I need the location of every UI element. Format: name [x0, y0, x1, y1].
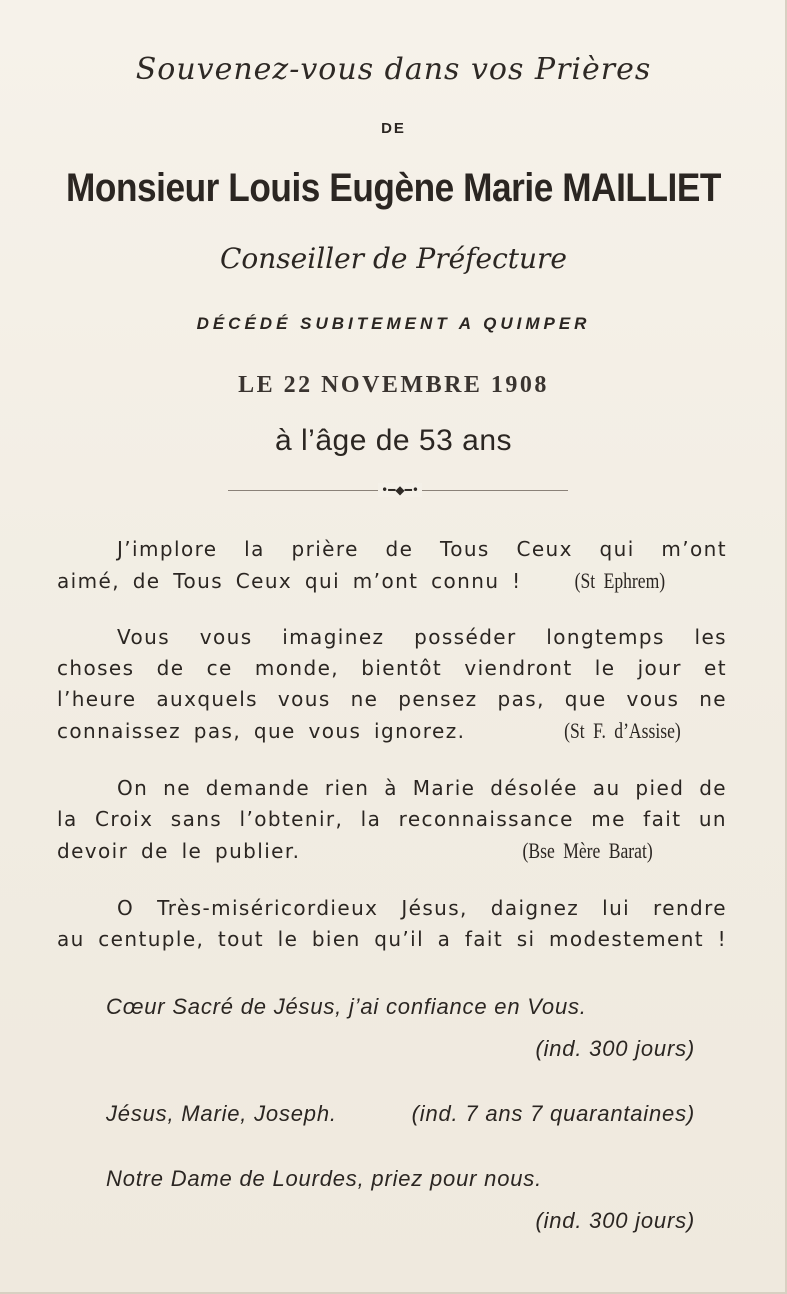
age-text: à l’âge de 53 ans [274, 424, 512, 457]
paragraph-line: la Croix sans l’obtenir, la reconnaissance me fait un [57, 807, 727, 831]
paragraph-line: l’heure auxquels vous ne pensez pas, que vous ne [57, 687, 727, 711]
quote-source: (Bse Mère Barat) [522, 838, 654, 863]
deceased-name: Monsieur Louis Eugène Marie MAILLIET [66, 166, 721, 210]
invocation-text: Souvenez-vous dans vos Prières [135, 52, 652, 87]
prayer-text: Cœur Sacré de Jésus, j’ai confiance en Vous. [106, 994, 587, 1019]
name-block [0, 166, 787, 211]
quote-source: (St F. d’Assise) [564, 718, 682, 743]
deceased-location: DÉCÉDÉ SUBITEMENT A QUIMPER [196, 314, 591, 333]
paragraph-line: au centuple, tout le bien qu’il a fait si modestement ! [57, 927, 727, 951]
prayer-indulgence: (ind. 300 jours) [535, 1036, 695, 1061]
paragraph-line: choses de ce monde, bientôt viendront le jour et [57, 656, 727, 680]
prayer-indulgence: (ind. 7 ans 7 quarantaines) [411, 1101, 695, 1126]
ornamental-divider [228, 483, 568, 497]
paragraph-line-text: connaissez pas, que vous ignorez. [57, 719, 466, 743]
quote-paragraph-4 [57, 893, 727, 955]
prayer-indulgence: (ind. 300 jours) [535, 1208, 695, 1233]
paragraph-line-text: aimé, de Tous Ceux qui m’ont connu ! [57, 569, 522, 593]
divider-ornament-icon: •━◆━• [378, 483, 422, 497]
paragraph-line: O Très-miséricordieux Jésus, daignez lui rendre [117, 896, 727, 920]
quote-source: (St Ephrem) [574, 568, 665, 593]
death-date: LE 22 NOVEMBRE 1908 [238, 372, 549, 398]
quote-paragraph-1 [57, 534, 727, 597]
profession-title: Conseiller de Préfecture [219, 242, 568, 275]
paragraph-line: On ne demande rien à Marie désolée au pied de [117, 776, 727, 800]
paragraph-line [57, 715, 727, 747]
prayer-text: Jésus, Marie, Joseph. [106, 1101, 337, 1126]
paragraph-line: Vous vous imaginez posséder longtemps les [117, 625, 727, 649]
quote-paragraph-3 [57, 773, 727, 867]
de-text: DE [381, 120, 406, 137]
prayer-text: Notre Dame de Lourdes, priez pour nous. [106, 1166, 542, 1191]
quote-paragraph-2 [57, 622, 727, 747]
paragraph-line-text: devoir de le publier. [57, 839, 301, 863]
paragraph-line: J’implore la prière de Tous Ceux qui m’ont [117, 537, 727, 561]
paragraph-line [57, 835, 727, 867]
paragraph-line [57, 565, 727, 597]
